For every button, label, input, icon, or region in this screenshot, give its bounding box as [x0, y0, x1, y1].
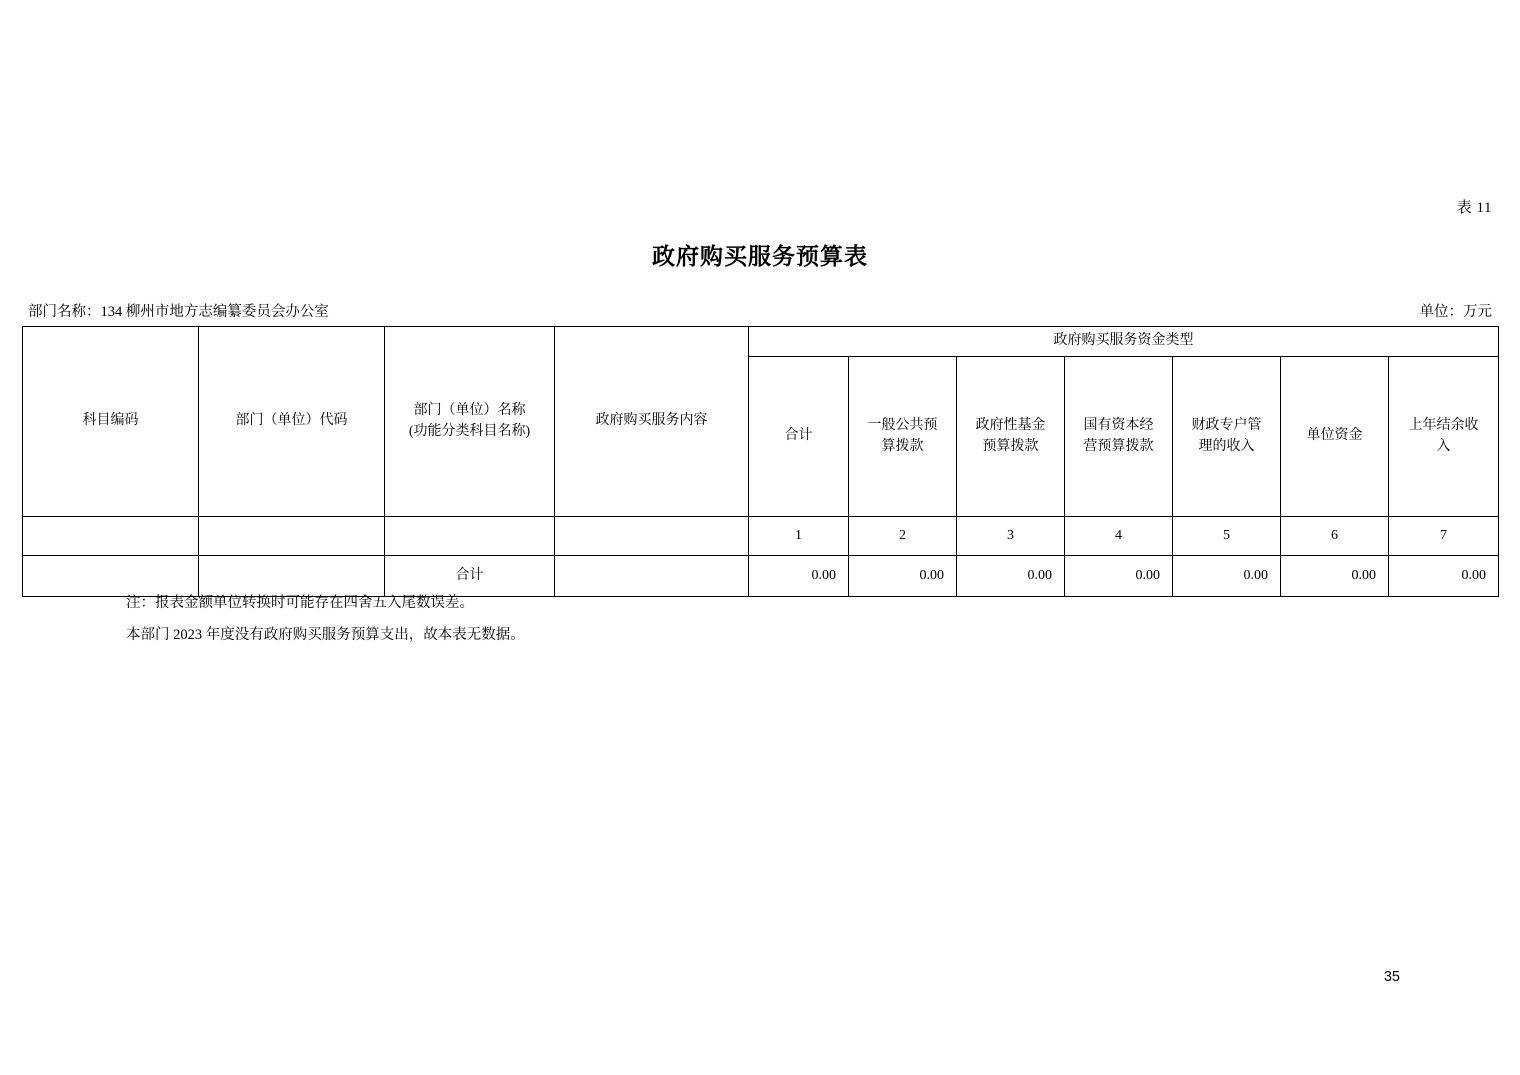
col-header-fiscal-account-income-line2: 理的收入 [1198, 438, 1255, 454]
col-header-general-public-budget [849, 357, 957, 517]
col-num-8: 4 [1065, 517, 1173, 556]
col-header-unit-funds: 单位资金 [1281, 357, 1389, 517]
col-num-10: 6 [1281, 517, 1389, 556]
col-header-fiscal-account-income [1173, 357, 1281, 517]
col-num-3 [385, 517, 555, 556]
col-header-service-content: 政府购买服务内容 [555, 327, 749, 517]
col-header-prior-year-surplus [1389, 357, 1499, 517]
col-header-prior-year-surplus-line2: 入 [1436, 438, 1451, 454]
col-header-state-capital-budget-line1: 国有资本经 [1083, 418, 1154, 434]
col-header-state-capital-budget [1065, 357, 1173, 517]
cell-general-public-budget: 0.00 [849, 556, 957, 597]
col-header-fiscal-account-income-line1: 财政专户管 [1191, 418, 1262, 434]
cell-fiscal-account-income: 0.00 [1173, 556, 1281, 597]
footnote-no-data: 本部门 2023 年度没有政府购买服务预算支出，故本表无数据。 [126, 626, 525, 643]
col-header-dept-code: 部门（单位）代码 [199, 327, 385, 517]
col-num-9: 5 [1173, 517, 1281, 556]
col-num-4 [555, 517, 749, 556]
cell-gov-fund-budget: 0.00 [957, 556, 1065, 597]
cell-state-capital-budget: 0.00 [1065, 556, 1173, 597]
col-num-11: 7 [1389, 517, 1499, 556]
footnotes [126, 588, 525, 652]
col-header-gov-fund-budget-line1: 政府性基金 [975, 418, 1046, 434]
col-header-dept-name-line2: (功能分类科目名称) [408, 423, 531, 439]
col-header-state-capital-budget-line2: 营预算拨款 [1083, 438, 1154, 454]
cell-dept-name: 合计 [385, 556, 555, 597]
col-header-gov-fund-budget [957, 357, 1065, 517]
table-number: 表 11 [1456, 200, 1492, 216]
col-header-gov-fund-budget-line2: 预算拨款 [982, 438, 1039, 454]
col-num-6: 2 [849, 517, 957, 556]
col-num-1 [23, 517, 199, 556]
col-header-general-public-budget-line1: 一般公共预 [867, 418, 938, 434]
table-group-header-row [23, 327, 1499, 357]
col-header-dept-name-line1: 部门（单位）名称 [413, 403, 526, 419]
budget-table [22, 326, 1499, 597]
department-name-label: 部门名称：134 柳州市地方志编纂委员会办公室 [28, 304, 329, 320]
unit-label: 单位：万元 [1419, 304, 1492, 320]
page-title: 政府购买服务预算表 [652, 243, 868, 269]
cell-unit-funds: 0.00 [1281, 556, 1389, 597]
col-num-2 [199, 517, 385, 556]
cell-prior-year-surplus: 0.00 [1389, 556, 1499, 597]
col-num-5: 1 [749, 517, 849, 556]
page-number: 35 [1383, 969, 1400, 985]
cell-total: 0.00 [749, 556, 849, 597]
col-header-subject-code: 科目编码 [23, 327, 199, 517]
col-num-7: 3 [957, 517, 1065, 556]
col-header-prior-year-surplus-line1: 上年结余收 [1408, 418, 1479, 434]
table-column-number-row [23, 517, 1499, 556]
col-header-fund-type-group: 政府购买服务资金类型 [749, 327, 1499, 357]
col-header-general-public-budget-line2: 算拨款 [881, 438, 924, 454]
cell-service-content [555, 556, 749, 597]
col-header-dept-name [385, 327, 555, 517]
col-header-total: 合计 [749, 357, 849, 517]
footnote-rounding: 注：报表金额单位转换时可能存在四舍五入尾数误差。 [126, 595, 474, 611]
